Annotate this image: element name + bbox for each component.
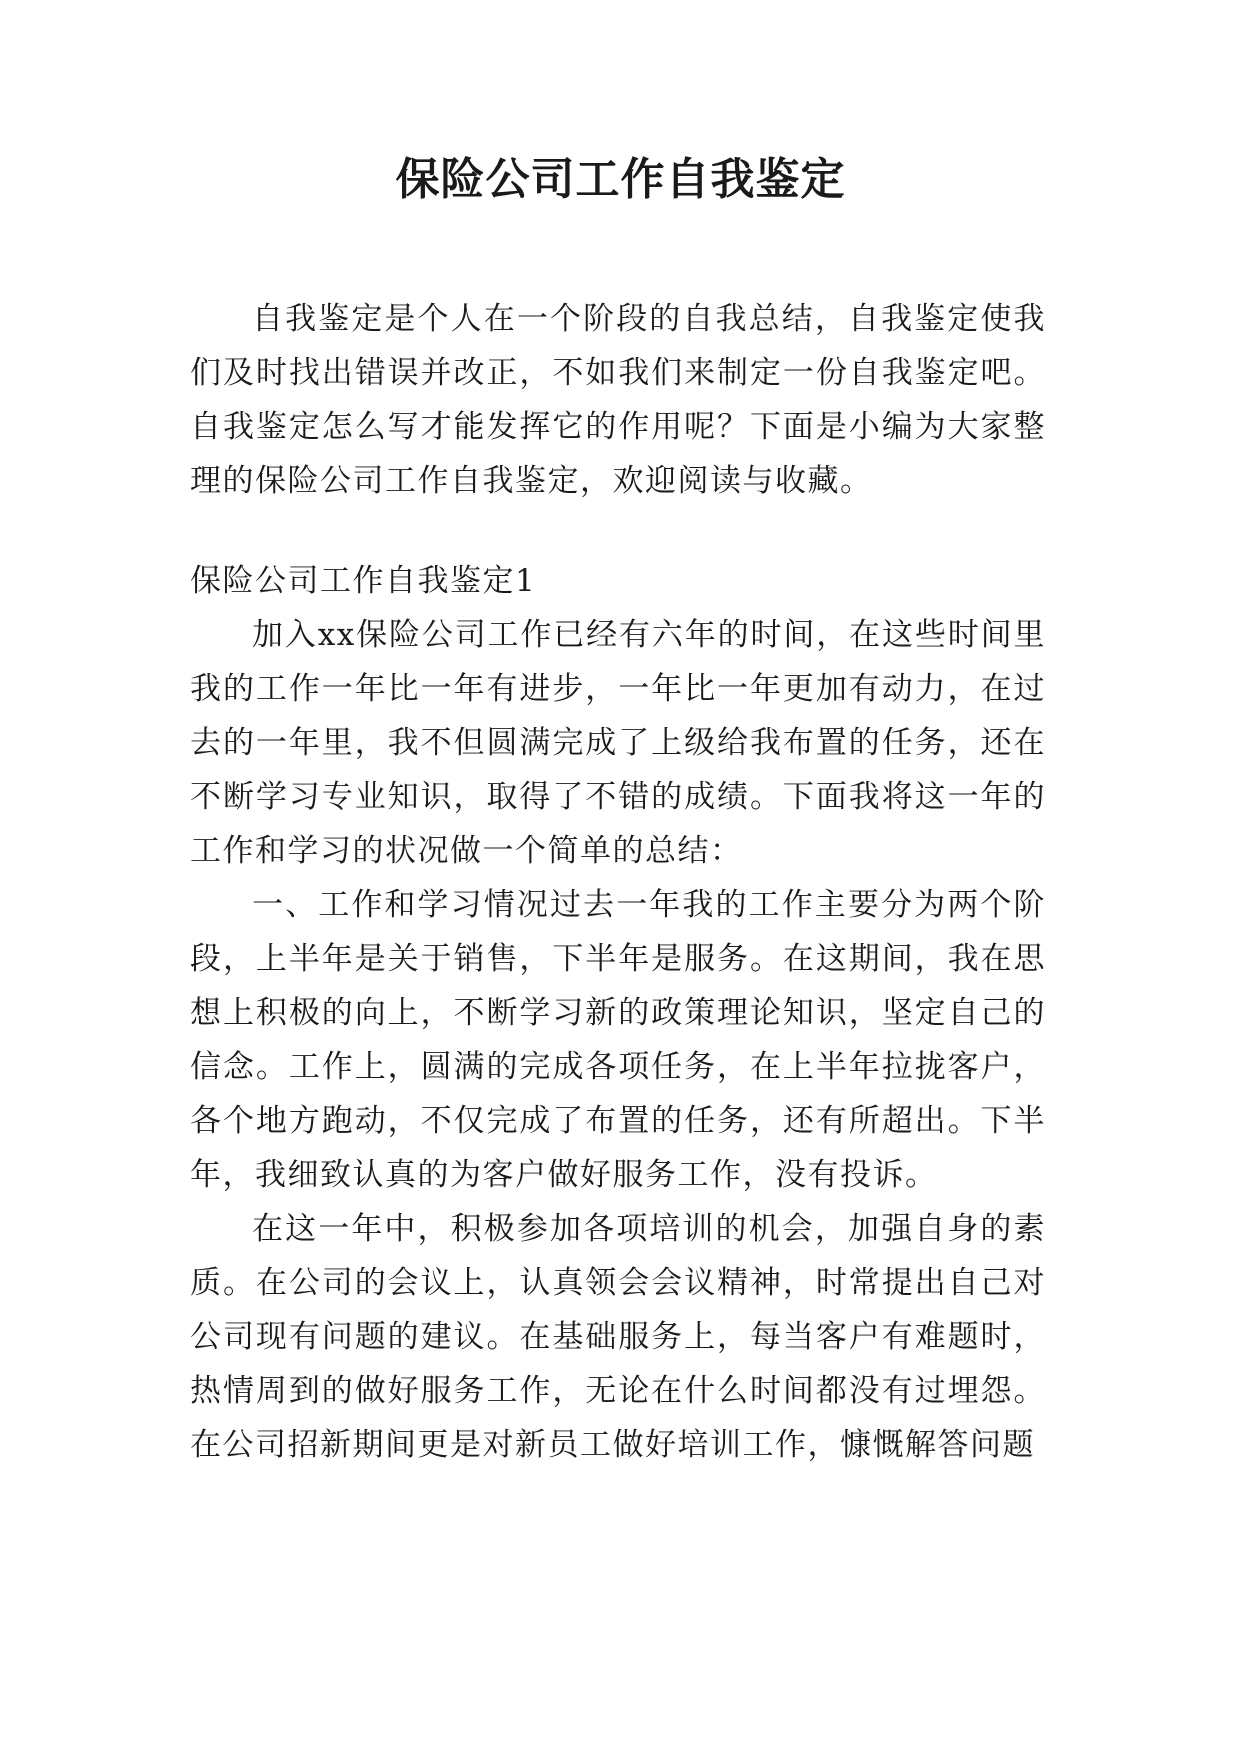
section-heading: 保险公司工作自我鉴定1 — [190, 563, 537, 599]
body-paragraph: 一、工作和学习情况过去一年我的工作主要分为两个阶段，上半年是关于销售，下半年是服务。在这期间，我在思想上积极的向上，不断学习新的政策理论知识，坚定自己的信念。工作上，圆满的完成各项任务，在上半年拉拢客户，各个地方跑动，不仅完成了布置的任务，还有所超出。下半年，我细致认真的为客户做好服务工作，没有投诉。 — [190, 887, 1046, 1193]
intro-paragraph: 自我鉴定是个人在一个阶段的自我总结，自我鉴定使我们及时找出错误并改正，不如我们来制定一份自我鉴定吧。自我鉴定怎么写才能发挥它的作用呢？下面是小编为大家整理的保险公司工作自我鉴定，欢迎阅读与收藏。 — [190, 301, 1046, 499]
body-paragraph: 加入xx保险公司工作已经有六年的时间，在这些时间里我的工作一年比一年有进步，一年比一年更加有动力，在过去的一年里，我不但圆满完成了上级给我布置的任务，还在不断学习专业知识，取得了不错的成绩。下面我将这一年的工作和学习的状况做一个简单的总结： — [190, 617, 1046, 869]
document-title: 保险公司工作自我鉴定 — [395, 154, 846, 205]
body-paragraph: 在这一年中，积极参加各项培训的机会，加强自身的素质。在公司的会议上，认真领会会议精神，时常提出自己对公司现有问题的建议。在基础服务上，每当客户有难题时，热情周到的做好服务工作，无论在什么时间都没有过埋怨。在公司招新期间更是对新员工做好培训工作，慷慨解答问题 — [190, 1211, 1046, 1463]
document-body — [190, 292, 1046, 1472]
